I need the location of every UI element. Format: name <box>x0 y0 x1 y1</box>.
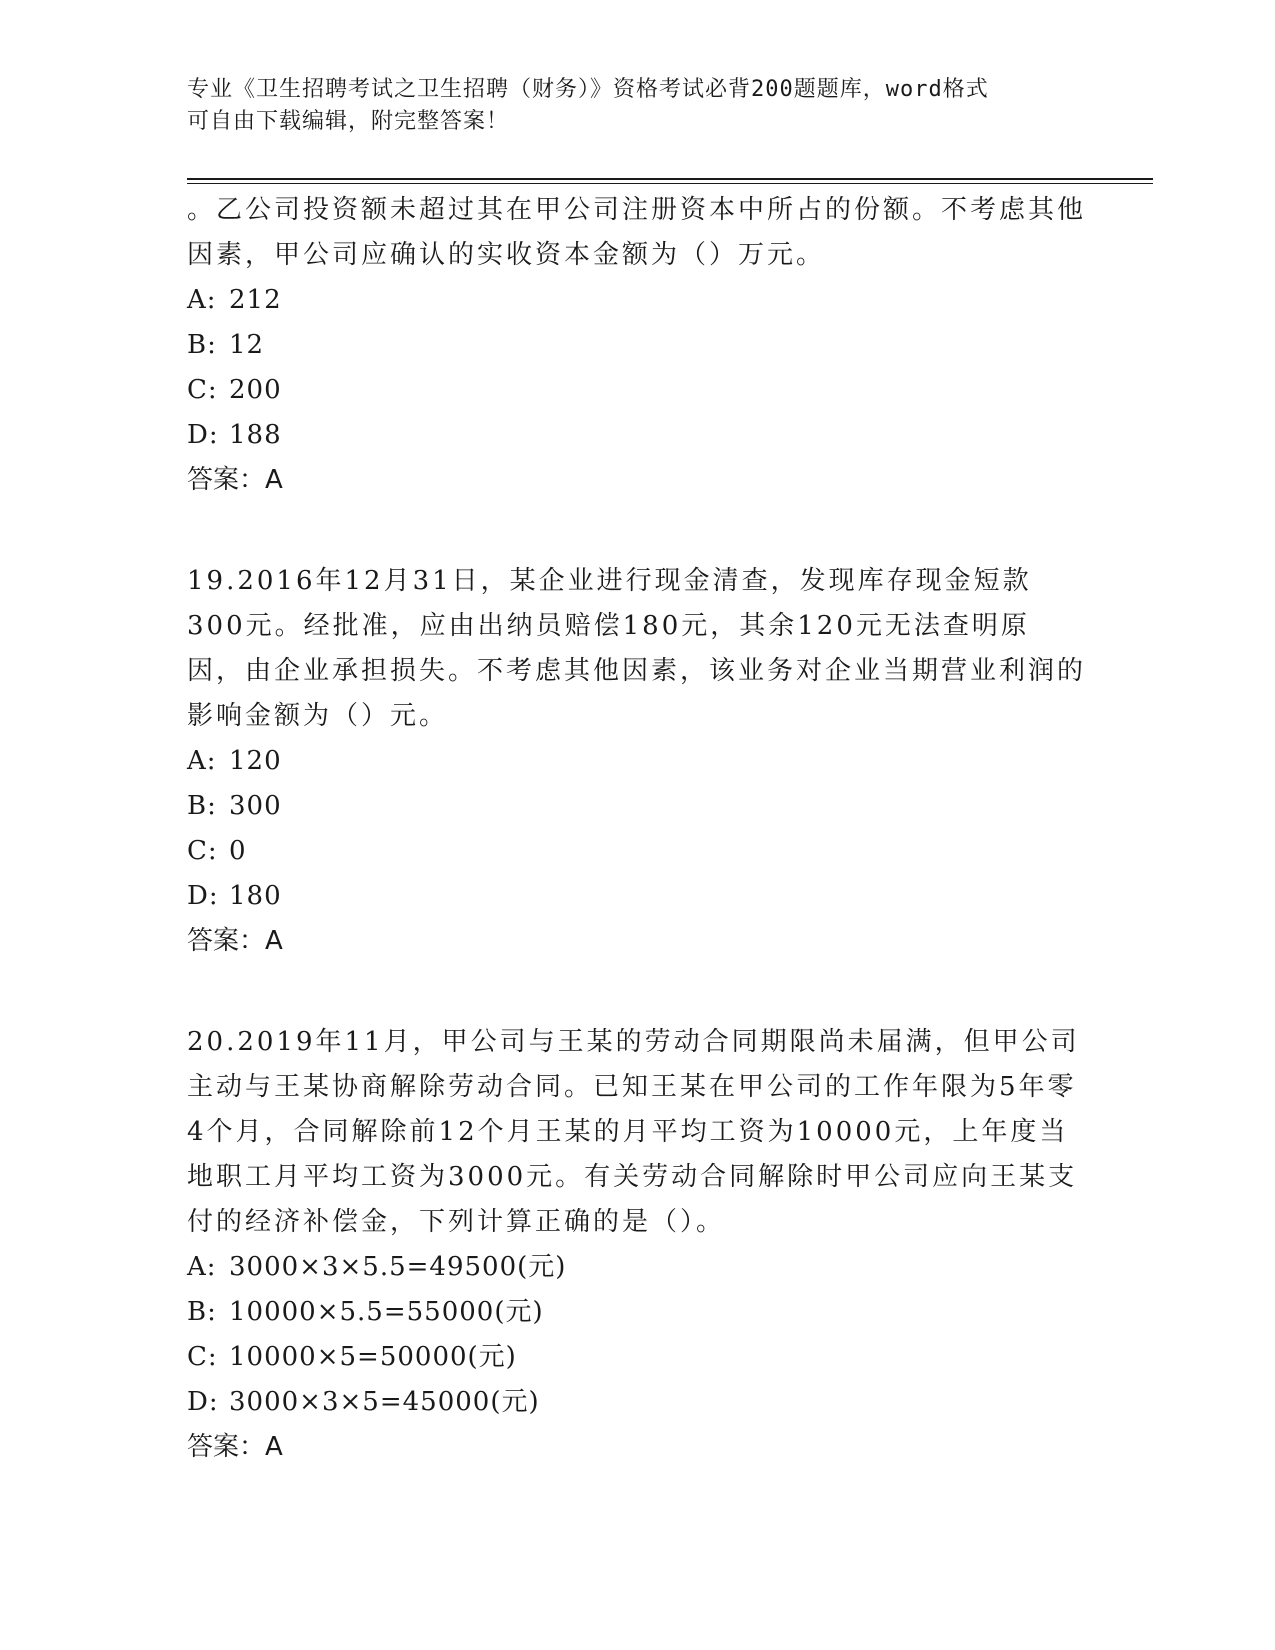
option-a <box>187 1245 1087 1290</box>
option-letter: A: <box>187 1252 217 1282</box>
option-b <box>187 1290 1087 1335</box>
option-text: 188 <box>229 420 282 450</box>
answer-line: 答案：A <box>187 926 283 956</box>
header-line-1: 专业《卫生招聘考试之卫生招聘（财务）》资格考试必背200题题库，word格式 <box>187 77 989 102</box>
option-text: 12 <box>229 330 265 360</box>
question-19 <box>187 559 1087 964</box>
option-text: 200 <box>229 375 282 405</box>
option-c <box>187 1335 1087 1380</box>
option-letter: C: <box>187 375 218 405</box>
header-line-2: 可自由下载编辑，附完整答案！ <box>187 109 510 134</box>
document-header <box>187 74 1067 138</box>
option-text: 3000×3×5.5=49500(元) <box>229 1252 567 1282</box>
answer-line: 答案：A <box>187 465 283 495</box>
option-text: 212 <box>229 285 282 315</box>
option-letter: A: <box>187 285 217 315</box>
option-d <box>187 413 1087 458</box>
option-d <box>187 874 1087 919</box>
option-text: 10000×5=50000(元) <box>229 1342 517 1372</box>
option-letter: B: <box>187 330 217 360</box>
option-text: 120 <box>229 746 282 776</box>
option-text: 300 <box>229 791 282 821</box>
option-c <box>187 368 1087 413</box>
option-text: 180 <box>229 881 282 911</box>
option-letter: B: <box>187 1297 217 1327</box>
header-rule-thin <box>187 183 1153 184</box>
option-b <box>187 784 1087 829</box>
option-letter: C: <box>187 1342 218 1372</box>
option-letter: C: <box>187 836 218 866</box>
option-c <box>187 829 1087 874</box>
header-rule-thick <box>187 178 1153 180</box>
option-letter: D: <box>187 881 219 911</box>
answer-line: 答案：A <box>187 1432 283 1462</box>
option-d <box>187 1380 1087 1425</box>
question-18-continued <box>187 188 1087 503</box>
question-20 <box>187 1020 1087 1470</box>
option-a <box>187 278 1087 323</box>
option-letter: D: <box>187 1387 219 1417</box>
option-text: 10000×5.5=55000(元) <box>229 1297 544 1327</box>
option-b <box>187 323 1087 368</box>
option-text: 0 <box>229 836 247 866</box>
question-text: 。乙公司投资额未超过其在甲公司注册资本中所占的份额。不考虑其他因素，甲公司应确认的实收资本金额为（）万元。 <box>187 195 1087 270</box>
option-text: 3000×3×5=45000(元) <box>229 1387 540 1417</box>
question-text: 19.2016年12月31日，某企业进行现金清查，发现库存现金短款300元。经批准，应由出纳员赔偿180元，其余120元无法查明原因，由企业承担损失。不考虑其他因素，该业务对企业当期营业利润的影响金额为（）元。 <box>187 566 1087 731</box>
question-list <box>187 188 1087 1526</box>
option-letter: A: <box>187 746 217 776</box>
question-text: 20.2019年11月，甲公司与王某的劳动合同期限尚未届满，但甲公司主动与王某协商解除劳动合同。已知王某在甲公司的工作年限为5年零4个月，合同解除前12个月王某的月平均工资为10000元，上年度当地职工月平均工资为3000元。有关劳动合同解除时甲公司应向王某支付的经济补偿金，下列计算正确的是（）。 <box>187 1027 1080 1237</box>
option-letter: B: <box>187 791 217 821</box>
option-letter: D: <box>187 420 219 450</box>
option-a <box>187 739 1087 784</box>
